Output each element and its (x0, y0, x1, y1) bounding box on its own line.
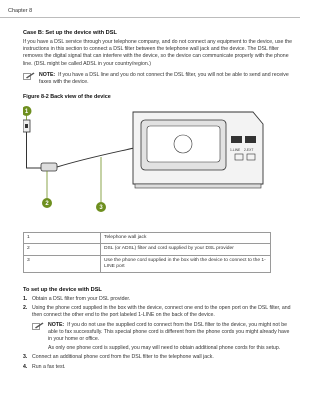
step-number: 1. (23, 296, 28, 303)
step-number: 3. (23, 354, 28, 361)
note-label: NOTE: (39, 71, 56, 78)
table-row (24, 233, 271, 244)
callout-1 (23, 106, 32, 116)
note-text: If you have a DSL line and you do not connect the DSL filter, you will not be able to send and receive faxes with the device. (39, 71, 289, 86)
legend-description: Telephone wall jack (101, 233, 271, 244)
step-item (23, 364, 293, 371)
port-label-2-ext: 2-EXT (244, 148, 254, 153)
step-item (23, 354, 293, 361)
svg-text:1: 1 (24, 109, 29, 116)
figure-caption: Figure 8-2 Back view of the device (23, 94, 111, 101)
port-label-1-line: 1-LINE (230, 148, 241, 153)
procedure-title: To set up the device with DSL (23, 287, 102, 294)
step-text: Using the phone cord supplied in the box with the device, connect one end to the open port on the DSL filter, and then connect the other end to the port labeled 1-LINE on the back of the device. (32, 305, 291, 319)
callout-3 (96, 202, 106, 212)
step-text: Obtain a DSL filter from your DSL provider. (32, 296, 131, 303)
svg-text:3: 3 (99, 205, 103, 212)
table-row (24, 244, 271, 255)
legend-number: 1 (24, 233, 101, 244)
callout-legend-table (23, 232, 271, 273)
step-text: Run a fax test. (32, 363, 66, 370)
step-number: 2. (23, 305, 28, 312)
wall-jack-illustration (23, 120, 30, 132)
step-text: Connect an additional phone cord from the DSL filter to the telephone wall jack. (32, 354, 214, 361)
section-title: Case B: Set up the device with DSL (23, 30, 117, 36)
device-back-view-illustration (23, 106, 293, 216)
note-text: If you do not use the supplied cord to connect from the DSL filter to the device, you might not be able to fax successfully. This special phone cord is different from the phone cords you might already have in your home or office. (48, 321, 290, 343)
device-back-view-figure (23, 106, 293, 216)
procedure-steps-continued (23, 354, 293, 370)
note-pencil-icon (23, 72, 35, 80)
chapter-header: Chapter 8 (8, 8, 33, 14)
table-row (24, 255, 271, 272)
note-dsl-filter (23, 72, 293, 86)
legend-description: Use the phone cord supplied in the box with the device to connect to the 1-LINE port (101, 255, 271, 272)
device-illustration (133, 112, 263, 188)
svg-text:2: 2 (45, 201, 49, 208)
note-supplied-cord (32, 322, 293, 344)
callout-2 (42, 198, 52, 208)
header-divider (0, 17, 300, 18)
section-intro: If you have a DSL service through your telephone company, and do not connect any equipment to the device, use the instructions in this section to connect a DSL filter between the telephone wall jack and the device. The DSL filter removes the digital signal that can interfere with the device, so the device can communicate properly with the phone line. (DSL might be called ADSL in your country/region.) (23, 39, 293, 67)
step-2-note-block (32, 322, 293, 353)
step-number: 4. (23, 363, 28, 370)
note-pencil-icon (32, 322, 44, 330)
step-item (23, 305, 293, 319)
dsl-filter-illustration (41, 163, 57, 171)
note-label: NOTE: (48, 321, 65, 328)
procedure-steps (23, 296, 293, 320)
legend-number: 2 (24, 244, 101, 255)
step-item (23, 296, 293, 303)
legend-description: DSL (or ADSL) filter and cord supplied by your DSL provider (101, 244, 271, 255)
legend-number: 3 (24, 255, 101, 272)
page-content (23, 30, 293, 373)
note-extra-text: As only one phone cord is supplied, you may will need to obtain additional phone cords for this setup. (48, 345, 281, 352)
